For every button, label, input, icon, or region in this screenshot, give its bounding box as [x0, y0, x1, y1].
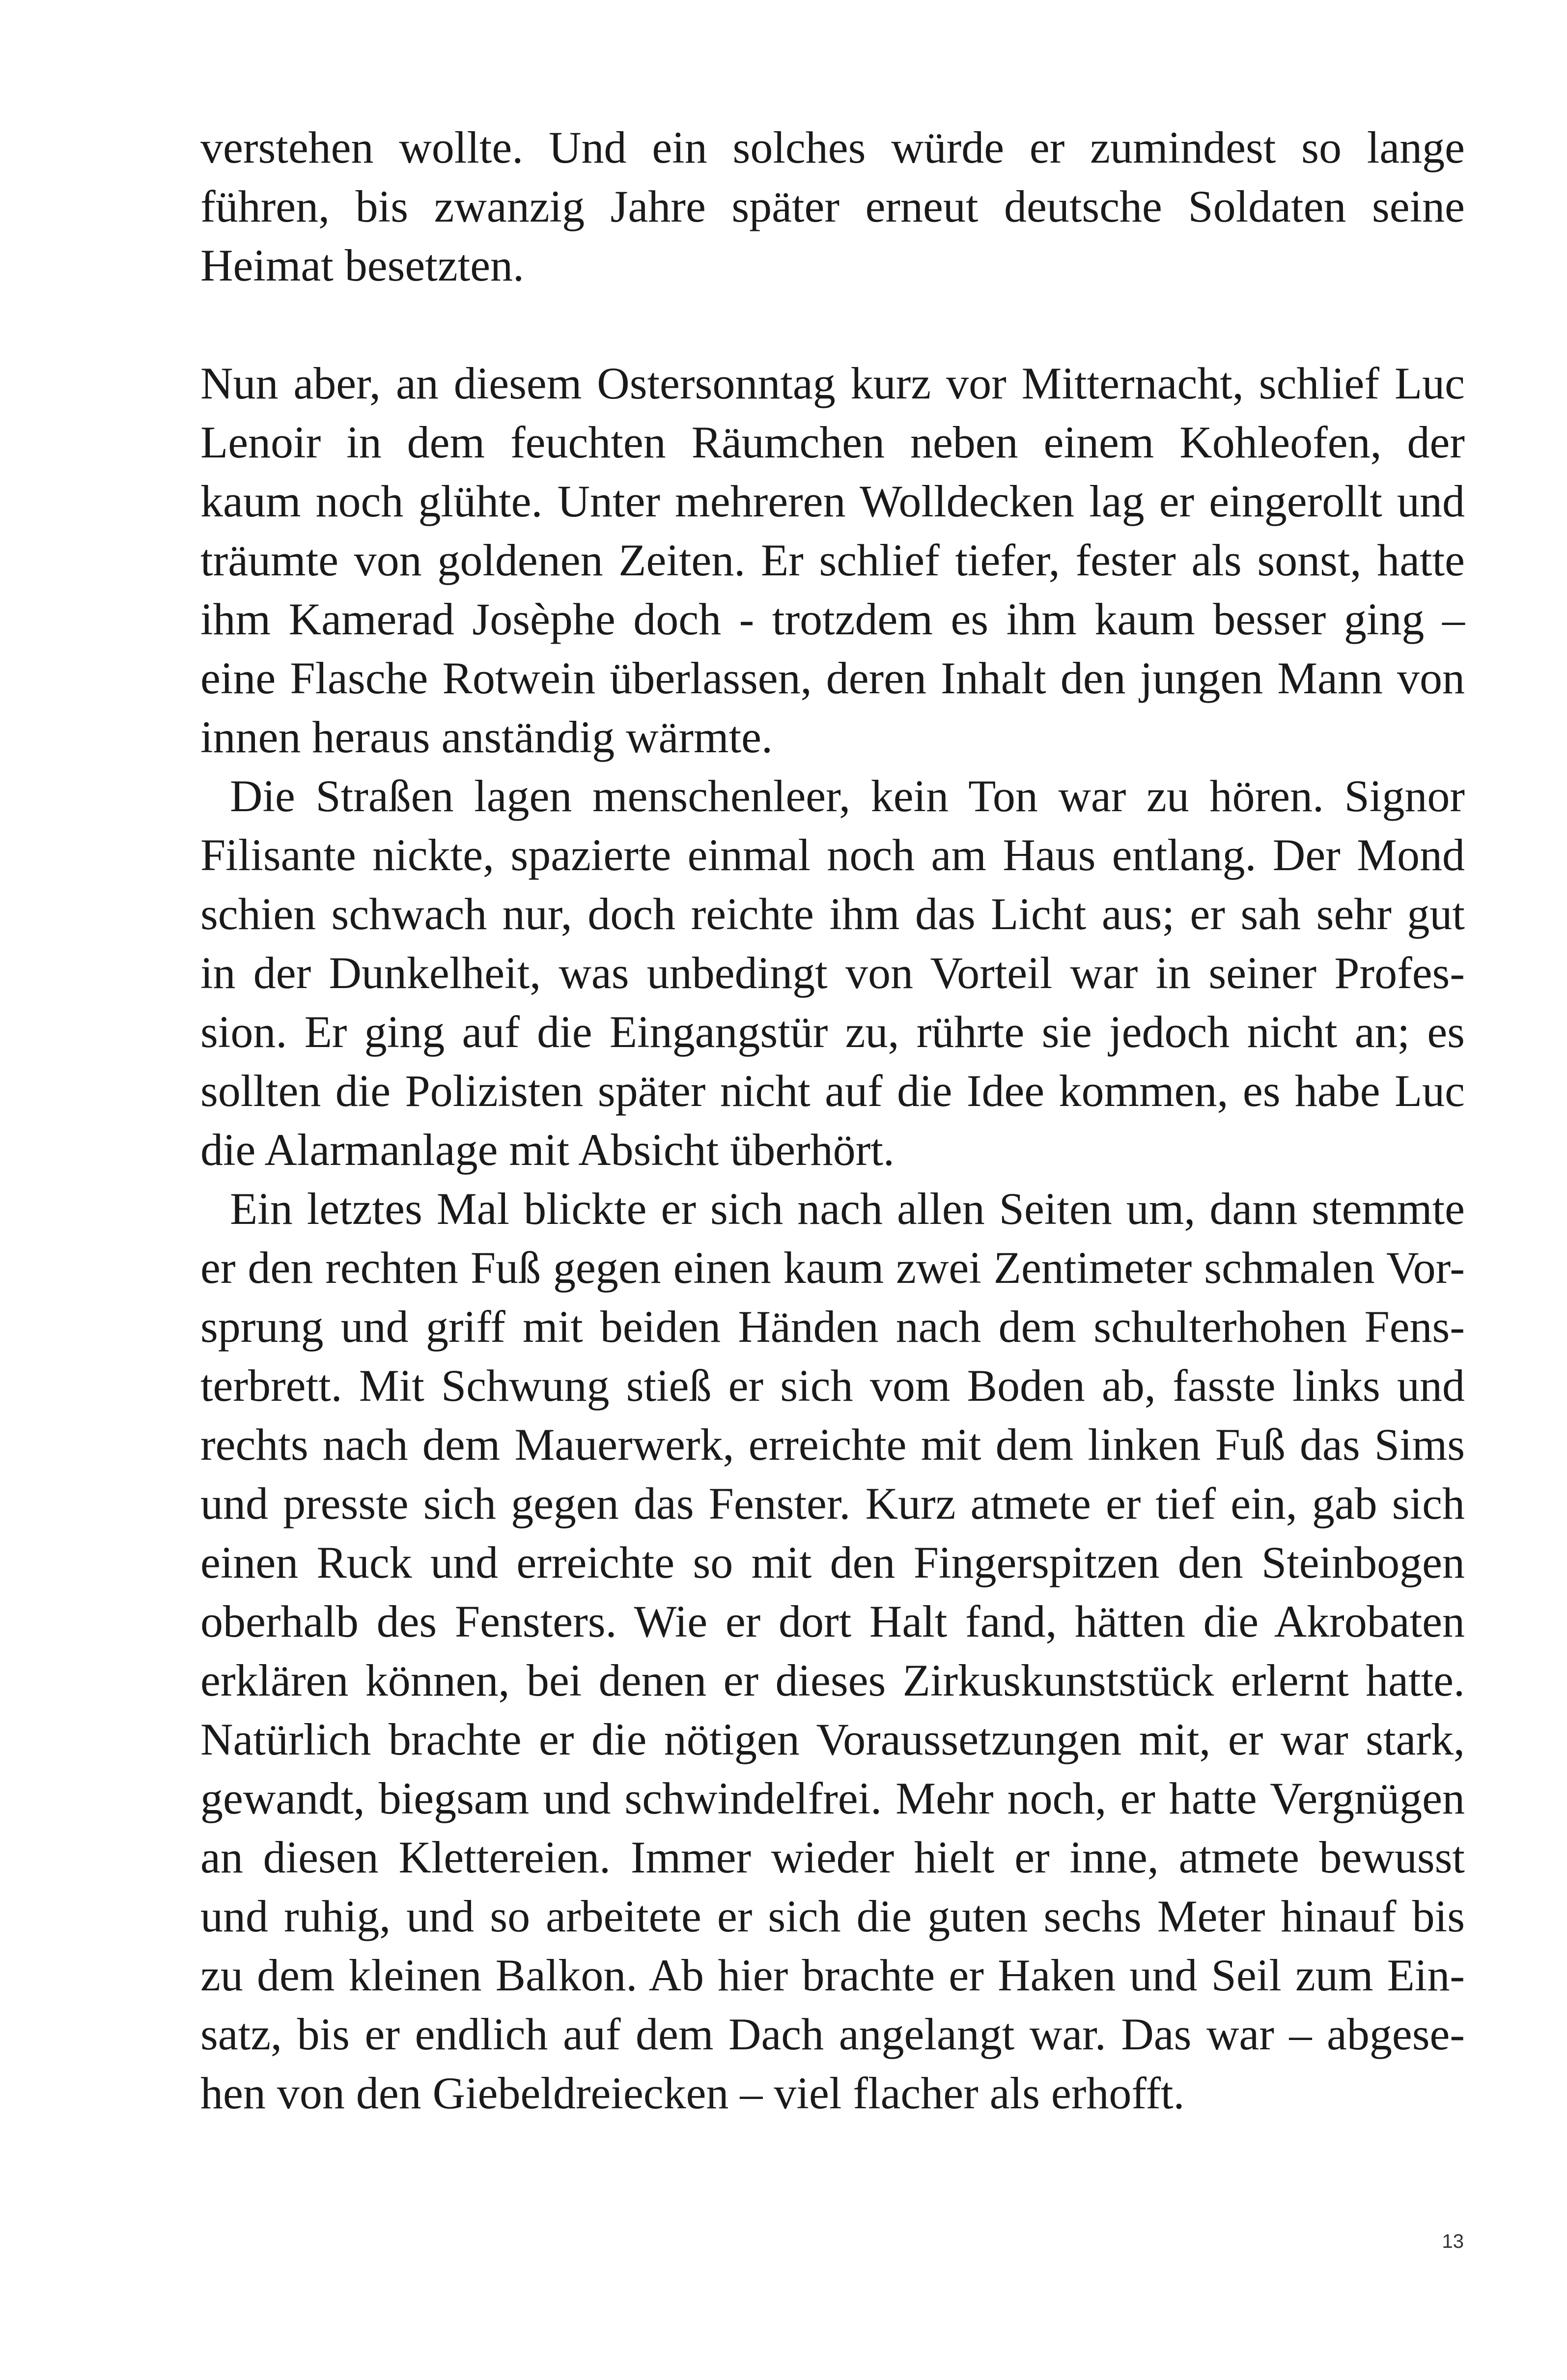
text-line: verstehen wollte. Und ein solches würde er zumindest so lange [200, 122, 1465, 172]
text-line: Nun aber, an diesem Ostersonntag kurz vor Mitternacht, schlief Luc [200, 358, 1465, 408]
text-line: die Alarmanlage mit Absicht überhört. [200, 1125, 895, 1175]
text-line: Ein letztes Mal blickte er sich nach allen Seiten um, dann stemmte [230, 1184, 1465, 1234]
text-line: Natürlich brachte er die nötigen Voraussetzungen mit, er war stark, [200, 1714, 1465, 1764]
text-line: zu dem kleinen Balkon. Ab hier brachte er Haken und Seil zum Ein- [200, 1950, 1465, 2000]
text-line: in der Dunkelheit, was unbedingt von Vorteil war in seiner Profes- [200, 948, 1465, 998]
text-line: hen von den Giebeldreiecken – viel flacher als erhofft. [200, 2068, 1185, 2118]
text-line: sprung und griff mit beiden Händen nach dem schulterhohen Fens- [200, 1302, 1465, 1352]
text-line: kaum noch glühte. Unter mehreren Wolldecken lag er eingerollt und [200, 476, 1465, 526]
text-line: einen Ruck und erreichte so mit den Fingerspitzen den Steinbogen [200, 1537, 1465, 1587]
text-line: Heimat besetzten. [200, 240, 525, 290]
text-line: er den rechten Fuß gegen einen kaum zwei Zentimeter schmalen Vor- [200, 1243, 1465, 1293]
paragraph-gap [200, 295, 1465, 354]
text-line: eine Flasche Rotwein überlassen, deren Inhalt den jungen Mann von [200, 653, 1465, 703]
text-line: terbrett. Mit Schwung stieß er sich vom Boden ab, fasste links und [200, 1360, 1465, 1411]
text-line: erklären können, bei denen er dieses Zirkuskunststück erlernt hatte. [200, 1655, 1465, 1705]
text-line: Die Straßen lagen menschenleer, kein Ton war zu hören. Signor [230, 771, 1465, 821]
text-line: träumte von goldenen Zeiten. Er schlief tiefer, fester als sonst, hatte [200, 535, 1465, 585]
text-line: Lenoir in dem feuchten Räumchen neben einem Kohleofen, der [200, 417, 1465, 467]
page-number: 13 [1442, 2231, 1464, 2252]
text-line: sollten die Polizisten später nicht auf die Idee kommen, es habe Luc [200, 1066, 1465, 1116]
text-line: sion. Er ging auf die Eingangstür zu, rührte sie jedoch nicht an; es [200, 1007, 1465, 1057]
text-line: ihm Kamerad Josèphe doch - trotzdem es ihm kaum besser ging – [200, 594, 1465, 644]
text-line: innen heraus anständig wärmte. [200, 712, 773, 762]
text-line: schien schwach nur, doch reichte ihm das Licht aus; er sah sehr gut [200, 889, 1465, 939]
text-line: Filisante nickte, spazierte einmal noch am Haus entlang. Der Mond [200, 830, 1465, 880]
text-line: und presste sich gegen das Fenster. Kurz atmete er tief ein, gab sich [200, 1478, 1465, 1529]
text-line: an diesen Klettereien. Immer wieder hielt er inne, atmete bewusst [200, 1832, 1465, 1882]
text-line: satz, bis er endlich auf dem Dach angelangt war. Das war – abgese- [200, 2009, 1465, 2059]
text-line: gewandt, biegsam und schwindelfrei. Mehr noch, er hatte Vergnügen [200, 1773, 1465, 1823]
body-text [200, 118, 1465, 2123]
text-line: oberhalb des Fensters. Wie er dort Halt fand, hätten die Akrobaten [200, 1596, 1465, 1646]
text-line: führen, bis zwanzig Jahre später erneut deutsche Soldaten seine [200, 181, 1465, 231]
text-line: rechts nach dem Mauerwerk, erreichte mit dem linken Fuß das Sims [200, 1419, 1465, 1470]
text-line: und ruhig, und so arbeitete er sich die guten sechs Meter hinauf bis [200, 1891, 1465, 1941]
